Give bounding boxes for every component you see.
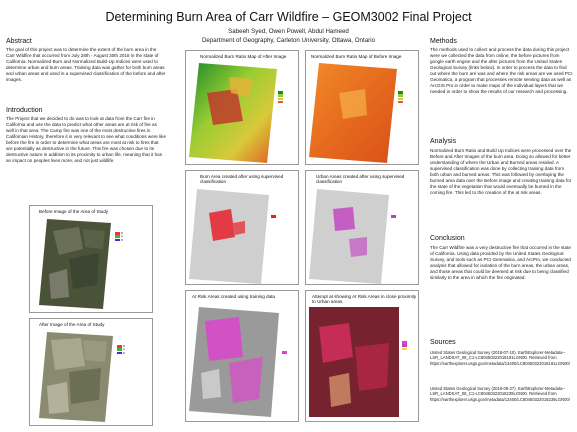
urban-classified-caption: Urban Areas created after using supervised classification <box>316 174 405 185</box>
introduction-heading: Introduction <box>6 107 43 114</box>
at-risk-close-map <box>309 307 399 417</box>
before-image-map <box>39 219 111 309</box>
at-risk-close-legend <box>402 341 408 351</box>
burn-legend <box>271 215 277 218</box>
at-risk-legend <box>282 351 288 354</box>
abstract-heading: Abstract <box>6 38 32 45</box>
nbr-after-panel <box>185 50 299 165</box>
before-image-caption: Before Image of the Area of Study <box>39 209 109 214</box>
before-image-panel <box>29 205 153 313</box>
poster-title: Determining Burn Area of Carr Wildfire – GEOM3002 Final Project <box>105 10 472 24</box>
nbr-before-caption: Normalized Burn Ratio Map of Before Image <box>311 54 402 59</box>
conclusion-text: The Carr Wildfire was a very destructive fire that occurred in the state of California. Using data provided by the United States Geological Survey, and tools such as PCI Geomatica, and ArcPro, we conducted analysis that allowed for isolation of the burn areas, the urban areas, and those areas that could be deemed at risk due to being classified similarly to the area in which the fire originated. <box>430 245 571 280</box>
at-risk-map <box>189 307 279 417</box>
burn-classified-panel <box>185 170 299 285</box>
urban-classified-map <box>309 189 389 284</box>
after-image-panel <box>29 318 153 426</box>
nbr-before-map <box>309 63 397 163</box>
nbr-after-caption: Normalized Burn Ratio Map of After Image <box>200 54 287 59</box>
methods-text: The methods used to collect and process the data during this project were we collected the data from online, the before pictures from google earth engine and the after pictures from the United States Geological Survey (links below). In order to process the data to find out where the burn are was and where the risk areas are we used PCI Geomatica, a program that processes remote sensing data as well as ArcGIS Pro in order to make maps of the individual layers that we needed in order to show the results of our research and processing. <box>430 47 573 94</box>
nbr-after-map <box>189 63 277 163</box>
analysis-text: Normalized Burn Ratio and Build Up Indices were processed over the Before and After Images of the burn area. Doing so allowed for better understanding of where the Urban and Burned areas resided. A supervised classification was done by collecting training data from both urban and burned areas. This was followed by overlaying the burned area data over the Before image and creating training data for the state of the vegetation that would eventually be burned in the coming fire. This led to the creation of the at risk areas. <box>430 148 572 195</box>
burn-classified-caption: Burn Area created after using supervised classification <box>200 174 284 185</box>
introduction-text: The Project that we decided to do was to look at data from the Carr fire in California and use the data to predict what other areas are at risk of fire as well in that area. The Camp fire was one of the most destructive fires in Californian History, therefore it is very relevant to see what conditions were like before the fire in order to determine what areas are most at risk to fires that are potentially as destructive in the future. This fire was chosen due to its destructive nature in addition to its proximity to urban life, meaning that it has an impact on peoples lives more, and not just wildlife. <box>6 116 167 163</box>
nbr-before-panel <box>305 50 419 165</box>
urban-legend <box>391 215 397 218</box>
before-image-legend: R G B <box>115 232 123 242</box>
at-risk-caption: At Risk Areas created using training data <box>192 294 275 299</box>
at-risk-panel <box>185 290 299 422</box>
nbr-before-legend <box>398 91 404 104</box>
authors: Sabeeh Syed, Owen Powell, Abdul Hameed <box>228 28 349 35</box>
after-image-legend: R G B <box>117 345 125 355</box>
after-image-map <box>39 332 113 422</box>
nbr-after-legend <box>278 91 284 104</box>
affiliation: Department of Geography, Carleton University, Ottawa, Ontario <box>201 37 376 44</box>
abstract-text: The goal of this project was to determine the extent of the burn area in the Carr Wildfire that occurred from July 28th - August 30th 2018 in the state of California. Normalized Burn and Normalized Build-Up Indices were used to determine urban and burn areas. Training data was gather for both burn areas and urban areas and used in a supervised classification of the before and after images. <box>6 47 166 82</box>
methods-heading: Methods <box>430 38 457 45</box>
burn-classified-map <box>189 189 269 284</box>
source-ref-2: United States Geological Survey (2018-08-27). EarthExplorer-Metadata--LSR_LANDSAT_08_C1-LC80450322018239LGN00. Retrieved from https://earthexplorer.usgs.gov/metadata/13400/LC80450322018239LGN00/ <box>430 386 570 402</box>
source-ref-1: United States Geological Survey (2018-07-10). EarthExplorer-Metadata--LSR_LANDSAT_08_C1-LC80450322018191LGN00. Retrieved from https://earthexplorer.usgs.gov/metadata/13400/LC80450322018191LGN00/ <box>430 350 570 366</box>
at-risk-close-panel <box>305 290 419 422</box>
conclusion-heading: Conclusion <box>430 235 465 242</box>
sources-heading: Sources <box>430 339 456 346</box>
at-risk-close-caption: Attempt at showing At Risk Areas in close proximity to Urban areas <box>312 294 417 305</box>
after-image-caption: After Image of the Area of Study <box>39 322 105 327</box>
analysis-heading: Analysis <box>430 138 457 145</box>
urban-classified-panel <box>305 170 419 285</box>
